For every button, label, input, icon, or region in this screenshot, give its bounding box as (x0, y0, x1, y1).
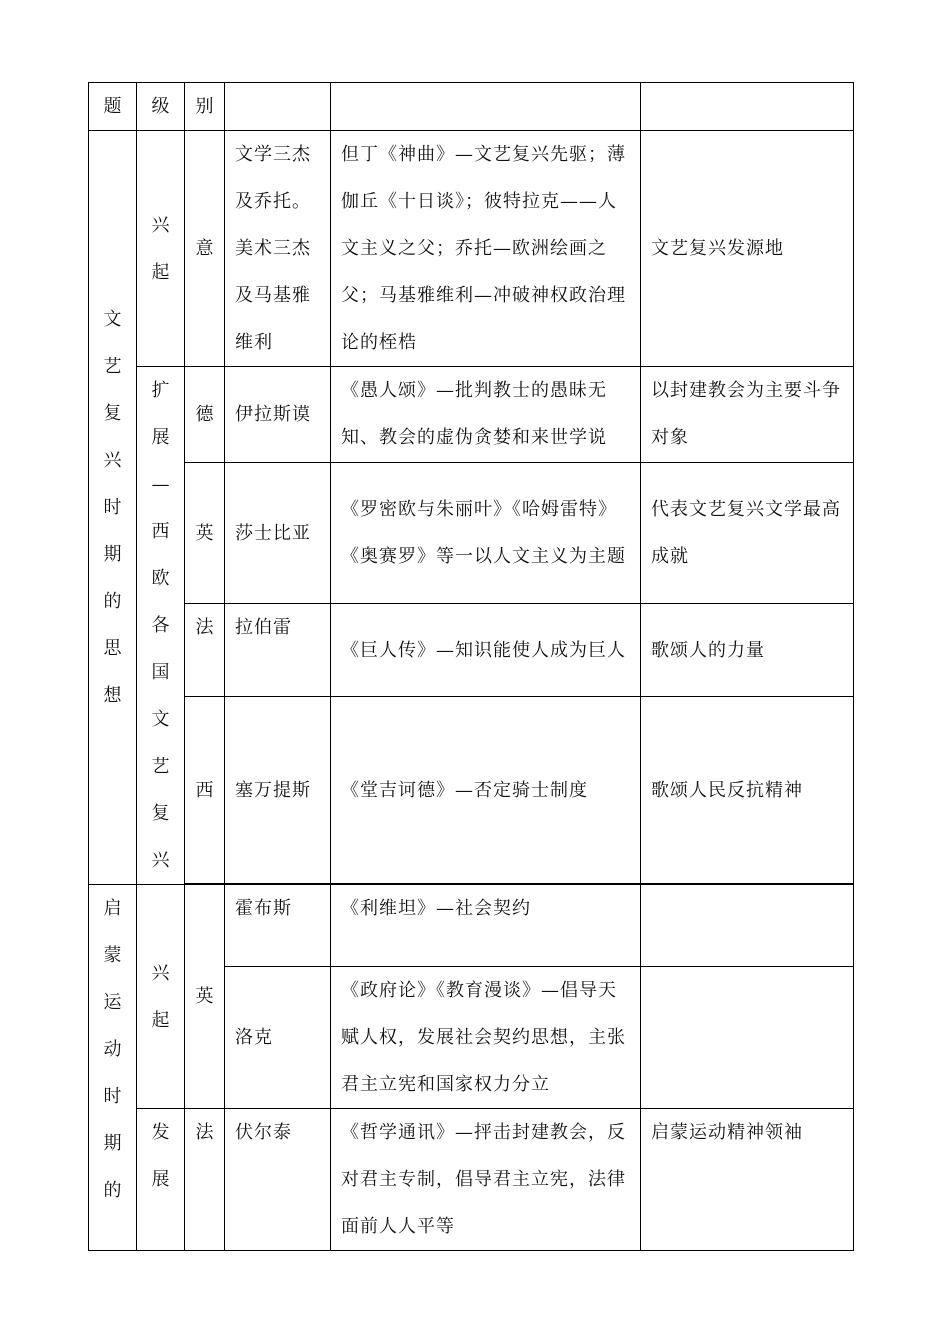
table-row (89, 462, 854, 603)
person-cell: 莎士比亚 (225, 462, 331, 603)
work-cell: 《巨人传》—知识能使人成为巨人 (331, 604, 641, 697)
stage-label: 兴起 (137, 131, 185, 367)
work-cell: 《政府论》《教育漫谈》—倡导天赋人权，发展社会契约思想，主张君主立宪和国家权力分立 (331, 967, 641, 1109)
stage-label: 扩展—西欧各国文艺复兴 (137, 367, 185, 885)
work-cell: 但丁《神曲》—文艺复兴先驱；薄伽丘《十日谈》；彼特拉克——人文主义之父；乔托—欧洲绘画之父；马基雅维利—冲破神权政治理论的桎梏 (331, 131, 641, 367)
country-cell: 西 (185, 697, 225, 884)
work-cell: 《罗密欧与朱丽叶》《哈姆雷特》《奥赛罗》等一以人文主义为主题 (331, 462, 641, 603)
note-cell: 代表文艺复兴文学最高成就 (641, 462, 854, 603)
person-cell: 文学三杰及乔托。美术三杰及马基雅维利 (225, 131, 331, 367)
person-cell: 伏尔泰 (225, 1109, 331, 1251)
section-label-enlightenment: 启蒙运动时期的 (89, 885, 137, 1251)
country-cell: 意 (185, 131, 225, 367)
person-cell: 塞万提斯 (225, 697, 331, 884)
table-row (89, 367, 854, 463)
header-cell-level: 级 (137, 83, 185, 131)
note-cell (641, 967, 854, 1109)
country-cell: 英 (185, 462, 225, 603)
note-cell: 歌颂人民反抗精神 (641, 697, 854, 884)
table-row (89, 604, 854, 697)
person-cell: 伊拉斯谟 (225, 367, 331, 463)
header-cell-empty-1 (225, 83, 331, 131)
table-row (89, 1109, 854, 1251)
stage-label: 兴起 (137, 885, 185, 1109)
person-cell: 洛克 (225, 967, 331, 1109)
country-cell: 法 (185, 1109, 225, 1251)
stage-label: 发展 (137, 1109, 185, 1251)
header-cell-empty-3 (641, 83, 854, 131)
work-cell: 《利维坦》—社会契约 (331, 885, 641, 967)
header-cell-type: 别 (185, 83, 225, 131)
note-cell: 歌颂人的力量 (641, 604, 854, 697)
note-cell: 文艺复兴发源地 (641, 131, 854, 367)
country-cell: 英 (185, 885, 225, 1109)
note-cell (641, 885, 854, 967)
history-table (88, 82, 854, 1251)
country-cell: 法 (185, 604, 225, 697)
header-cell-empty-2 (331, 83, 641, 131)
section-label-renaissance: 文艺复兴时期的思想 (89, 131, 137, 885)
note-cell: 启蒙运动精神领袖 (641, 1109, 854, 1251)
table-row (89, 885, 854, 967)
table-row (89, 697, 854, 884)
work-cell: 《愚人颂》—批判教士的愚昧无知、教会的虚伪贪婪和来世学说 (331, 367, 641, 463)
note-cell: 以封建教会为主要斗争对象 (641, 367, 854, 463)
work-cell: 《哲学通讯》—抨击封建教会，反对君主专制，倡导君主立宪，法律面前人人平等 (331, 1109, 641, 1251)
table-header-row (89, 83, 854, 131)
work-cell: 《堂吉诃德》—否定骑士制度 (331, 697, 641, 884)
table-row (89, 131, 854, 367)
person-cell: 拉伯雷 (225, 604, 331, 697)
country-cell: 德 (185, 367, 225, 463)
header-cell-topic: 题 (89, 83, 137, 131)
person-cell: 霍布斯 (225, 885, 331, 967)
